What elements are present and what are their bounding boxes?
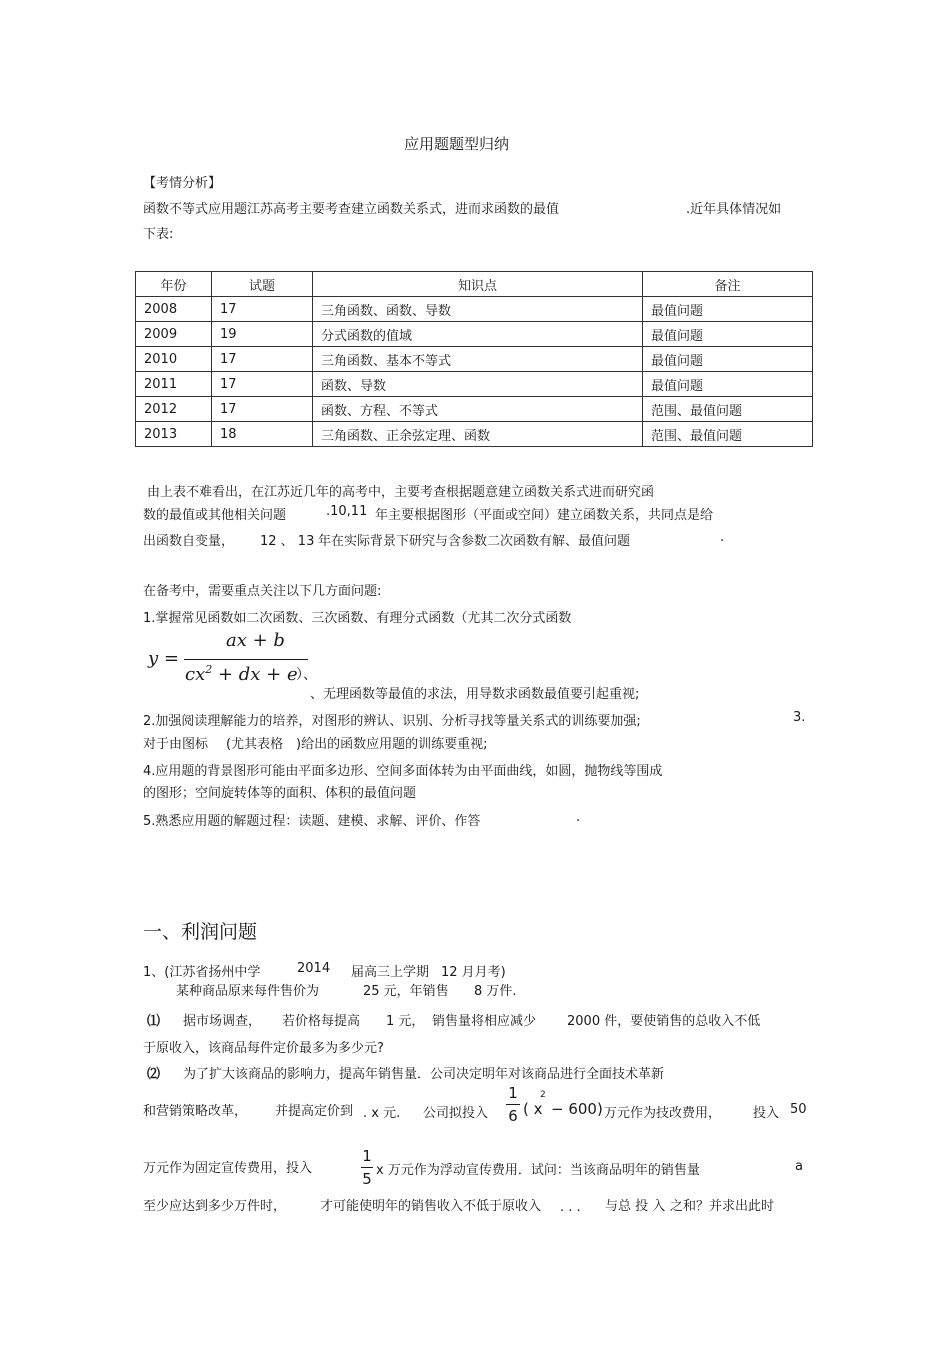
table-row [136,422,813,447]
question-source: 届高三上学期 [351,965,430,980]
focus-item-3c: )给出的函数应用题的训练要重视; [296,737,488,752]
focus-item-3a: 对于由图标 [143,737,209,752]
table-cell: 2011 [136,372,212,397]
analysis-line: 年在实际背景下研究与含参数二次函数有解、最值问题 [318,534,631,549]
table-cell: 三角函数、函数、导数 [313,297,643,322]
table-header: 备注 [643,272,813,297]
table-cell: 19 [212,322,313,347]
table-cell: 函数、导数 [313,372,643,397]
table-cell: 最值问题 [643,322,813,347]
question-line: 50 [790,1102,807,1117]
section-tag: 【考情分析】 [143,176,222,191]
formula-sup: 2 [540,1090,546,1100]
focus-item-5: 5.熟悉应用题的解题过程：读题、建模、求解、评价、作答 [143,814,481,829]
table-header: 年份 [136,272,212,297]
focus-item-3-num: 3. [793,710,806,725]
focus-item-3b: (尤其表格 [226,737,284,752]
table-header-row [136,272,813,297]
formula-numerator: ax + b [226,630,285,651]
intro-text-2: 下表: [143,227,174,242]
question-line: . . . [560,1200,581,1215]
focus-item-5-end: . [576,810,581,825]
question-line: x 万元作为浮动宣传费用．试问：当该商品明年的销售量 [376,1163,700,1178]
formula-den-rest: + dx + e [217,664,298,685]
page-title: 应用题题型归纳 [404,135,510,153]
focus-item-2: 2.加强阅读理解能力的培养，对图形的辨认、识别、分析寻找等量关系式的训练要加强; [143,714,641,729]
question-line: 万元作为技改费用， [604,1106,722,1121]
table-row [136,347,813,372]
focus-item-4: 4.应用题的背景图形可能由平面多边形、空间多面体转为由平面曲线，如圆，抛物线等围成 [143,764,663,779]
question-line: 若价格每提高 [282,1014,361,1029]
table-cell: 2012 [136,397,212,422]
table-cell: 范围、最值问题 [643,422,813,447]
question-line: 8 万件. [474,984,517,999]
intro-text: 函数不等式应用题江苏高考主要考查建立函数关系式，进而求函数的最值 [143,202,560,217]
question-line: a [795,1159,803,1174]
question-line: 至少应达到多少万件时， [143,1199,287,1214]
fraction-one-sixth [506,1084,520,1125]
table-row [136,297,813,322]
exam-table [135,271,813,447]
analysis-line: 数的最值或其他相关问题 [143,508,287,523]
question-line: 据市场调查， [183,1014,262,1029]
fraction-one-fifth [361,1147,373,1188]
fraction-bar [361,1167,373,1168]
question-source: 1、(江苏省扬州中学 [143,965,261,980]
formula-denominator [185,663,298,685]
table-cell: 17 [212,297,313,322]
question-line: . x 元. [363,1106,401,1121]
table-row [136,322,813,347]
table-cell: 17 [212,372,313,397]
intro-text-end: .近年具体情况如 [686,202,782,217]
formula-expr-rest: − 600) [551,1100,603,1118]
formula-den-sup: 2 [205,663,213,676]
fraction-numerator: 1 [362,1147,372,1165]
question-line: 和营销策略改革， [143,1104,248,1119]
table-cell: 2010 [136,347,212,372]
question-line: 并提高定价到 [275,1104,354,1119]
focus-item-1: 1.掌握常见函数如二次函数、三次函数、有理分式函数（尤其二次分式函数 [143,611,572,626]
question-line: 于原收入，该商品每件定价最多为多少元? [143,1041,384,1056]
table-header: 试题 [212,272,313,297]
table-cell: 2009 [136,322,212,347]
focus-item-1b: 、无理函数等最值的求法，用导数求函数最值要引起重视; [310,687,640,702]
question-line: 2000 件，要使销售的总收入不低 [567,1014,761,1029]
question-line: 销售量将相应减少 [432,1014,537,1029]
table-cell: 17 [212,397,313,422]
question-line: 为了扩大该商品的影响力，提高年销售量．公司决定明年对该商品进行全面技术革新 [183,1067,665,1082]
formula [148,630,348,686]
analysis-line: 出函数自变量， [143,534,235,549]
question-line: 与总 投 入 [605,1199,666,1214]
table-cell: 最值问题 [643,297,813,322]
question-line: 公司拟投入 [423,1106,489,1121]
table-cell: 范围、最值问题 [643,397,813,422]
analysis-line: .10,11 [326,504,368,519]
table-header: 知识点 [313,272,643,297]
formula-bar [184,659,308,660]
fraction-numerator: 1 [508,1084,518,1102]
question-source: 12 月月考) [441,965,506,980]
fraction-denominator: 6 [508,1107,518,1125]
focus-item-4b: 的图形；空间旋转体等的面积、体积的最值问题 [143,786,417,801]
table-cell: 三角函数、基本不等式 [313,347,643,372]
table-row [136,372,813,397]
table-cell: 三角函数、正余弦定理、函数 [313,422,643,447]
analysis-line: 由上表不难看出，在江苏近几年的高考中，主要考查根据题意建立函数关系式进而研究函 [147,485,655,500]
focus-intro: 在备考中，需要重点关注以下几方面问题: [143,584,382,599]
table-cell: 18 [212,422,313,447]
table-cell: 最值问题 [643,372,813,397]
question-source: 2014 [297,961,331,976]
table-cell: 2008 [136,297,212,322]
table-cell: 2013 [136,422,212,447]
analysis-line: 年主要根据图形（平面或空间）建立函数关系，共同点是给 [375,508,714,523]
formula-tail: ）、 [296,667,317,683]
analysis-line: . [720,530,725,545]
section-heading: 一、利润问题 [143,921,258,943]
part-marker-1: ⑴ [147,1014,161,1029]
table-cell: 分式函数的值域 [313,322,643,347]
part-marker-2: ⑵ [147,1067,161,1082]
analysis-line: 12 、 13 [260,534,315,549]
formula-lhs: y = [148,648,179,669]
table-row [136,397,813,422]
table-cell: 函数、方程、不等式 [313,397,643,422]
question-line: 某种商品原来每件售价为 [176,984,320,999]
question-line: 之和？并求出此时 [670,1199,775,1214]
table-cell: 最值问题 [643,347,813,372]
formula-den-cx: cx [185,664,206,685]
fraction-bar [506,1104,520,1105]
fraction-denominator: 5 [362,1170,372,1188]
formula-expr: ( x [523,1100,543,1118]
table-cell: 17 [212,347,313,372]
question-line: 万元作为固定宣传费用，投入 [143,1161,313,1176]
question-line: 25 元，年销售 [363,984,449,999]
question-line: 才可能使明年的销售收入不低于原收入 [320,1199,542,1214]
question-line: 投入 [753,1106,780,1121]
question-line: 1 元， [386,1014,425,1029]
